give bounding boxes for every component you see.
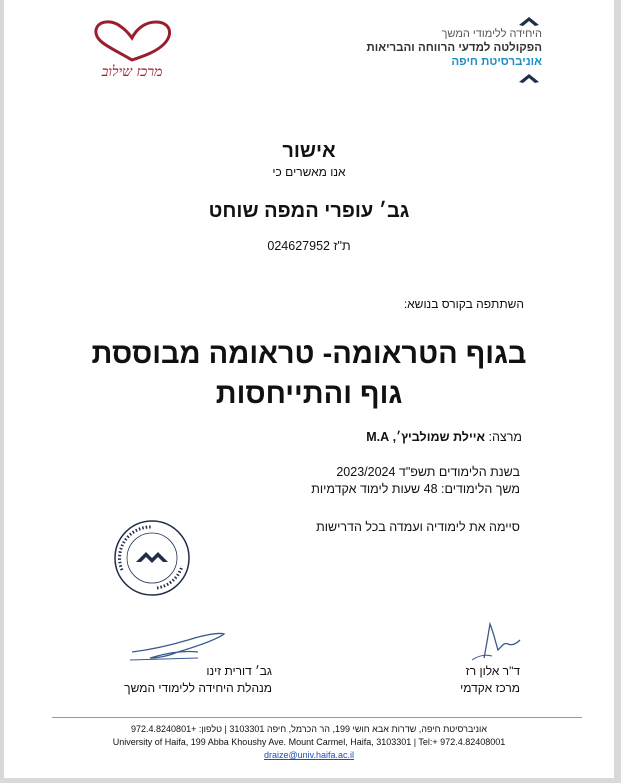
participation-intro: השתתפה בקורס בנושא: bbox=[403, 297, 524, 311]
lecturer-name: איילת שמולביץ׳, M.A bbox=[366, 430, 486, 444]
id-line bbox=[4, 239, 614, 253]
footer-english-address: University of Haifa, 199 Abba Khoushy Ave. Mount Carmel, Haifa, 3103301 | Tel:+ 972.4.82408001 bbox=[112, 737, 506, 747]
right-signatory-name: ד"ר אלון רז bbox=[465, 664, 520, 678]
certificate-page bbox=[4, 0, 614, 778]
recipient-name: גב׳ עופרי המפה שוחט bbox=[208, 200, 410, 222]
faculty-name: הפקולטה למדעי הרווחה והבריאות bbox=[366, 42, 542, 54]
lecturer-line bbox=[366, 430, 522, 444]
left-signatory-title: מנהלת היחידה ללימודי המשך bbox=[124, 681, 272, 695]
footer-divider bbox=[52, 717, 582, 718]
right-signatory-title: מרכז אקדמי bbox=[460, 681, 520, 695]
course-title-line1: בגוף הטראומה- טראומה מבוססת bbox=[91, 338, 527, 370]
footer-hebrew-address: אוניברסיטת חיפה, שדרות אבא חושי 199, הר הכרמל, חיפה 3103301 | טלפון: +972.4.8240801 bbox=[131, 724, 487, 734]
university-header bbox=[282, 27, 542, 69]
partner-logo-text: מרכז שילוב bbox=[101, 64, 163, 80]
footer-email-link[interactable]: draize@univ.haifa.ac.il bbox=[263, 750, 354, 760]
left-signatory-name: גב׳ דורית זינו bbox=[206, 664, 272, 678]
course-title bbox=[4, 334, 614, 414]
id-number: 024627952 bbox=[267, 239, 330, 253]
certificate-title: אישור bbox=[282, 140, 336, 162]
unit-name: היחידה ללימודי המשך bbox=[441, 28, 542, 40]
left-signature-icon bbox=[128, 628, 228, 668]
university-name: אוניברסיטת חיפה bbox=[451, 56, 542, 68]
academic-year: בשנת הלימודים תשפ"ד 2023/2024 bbox=[336, 465, 520, 479]
id-label: ת"ז bbox=[333, 239, 351, 253]
certify-text: אנו מאשרים כי bbox=[272, 165, 346, 179]
course-title-line2: גוף והתייחסות bbox=[215, 378, 403, 410]
completion-statement: סיימה את לימודיה ועמדה בכל הדרישות bbox=[316, 520, 520, 534]
course-duration: משך הלימודים: 48 שעות לימוד אקדמיות bbox=[311, 482, 520, 496]
lecturer-label: מרצה: bbox=[488, 430, 522, 444]
right-signatory bbox=[460, 663, 520, 697]
left-signatory bbox=[124, 663, 272, 697]
right-signature-icon bbox=[464, 620, 524, 666]
merkaz-shiluv-logo-icon bbox=[82, 14, 182, 84]
university-seal-icon bbox=[112, 518, 192, 598]
